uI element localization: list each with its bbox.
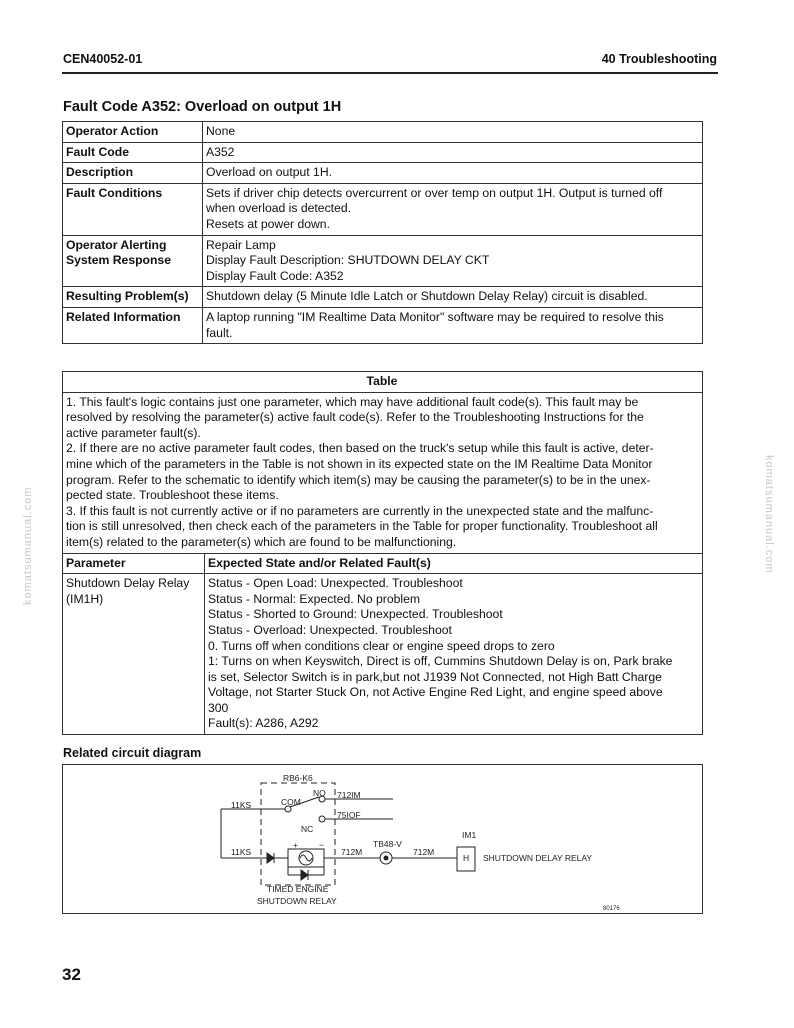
table-row [63, 235, 703, 287]
no-label: NO [313, 788, 326, 798]
wire-712im: 712IM [337, 790, 361, 800]
expected-line: Fault(s): A286, A292 [208, 716, 319, 731]
table-row [63, 142, 703, 163]
row-key: Fault Conditions [63, 183, 203, 235]
output-h-label: H [463, 853, 470, 863]
section-name: 40 Troubleshooting [601, 52, 717, 66]
relay-label: RB6-K6 [283, 773, 313, 783]
table-caption: Table [63, 372, 703, 393]
row-key: Description [63, 163, 203, 184]
parameter-line: (IM1H) [66, 591, 104, 606]
row-value-line: Overload on output 1H. [206, 165, 333, 180]
row-value [203, 307, 703, 343]
parameter-table [62, 371, 703, 735]
row-value [203, 142, 703, 163]
note-line: item(s) related to the parameter(s) which are found to be malfunctioning. [66, 534, 457, 549]
wire-712m-a: 712M [341, 847, 363, 857]
row-value-line: fault. [206, 325, 233, 340]
row-value [203, 287, 703, 308]
coil-minus: − [319, 840, 324, 850]
row-value-line: Resets at power down. [206, 216, 330, 231]
watermark-left: komatsumanual.com [22, 486, 34, 605]
fault-info-table [62, 121, 703, 344]
timed-label-1: TIMED ENGINE [267, 884, 329, 894]
row-value-line: Repair Lamp [206, 237, 276, 252]
note-line: pected state. Troubleshoot these items. [66, 488, 279, 503]
wire-11ks-top: 11KS [231, 800, 252, 810]
page-number: 32 [62, 965, 81, 984]
note-line: active parameter fault(s). [66, 425, 201, 440]
timed-label-2: SHUTDOWN RELAY [257, 896, 337, 906]
expected-line: 0. Turns off when conditions clear or engine speed drops to zero [208, 638, 555, 653]
column-header-expected: Expected State and/or Related Fault(s) [205, 553, 703, 574]
note-line: 3. If this fault is not currently active or if no parameters are currently in the unexpected state and the malfunc- [66, 503, 654, 518]
im1-label: IM1 [462, 830, 477, 840]
table-row [63, 307, 703, 343]
circuit-diagram [62, 764, 703, 914]
expected-line: 1: Turns on when Keyswitch, Direct is off, Cummins Shutdown Delay is on, Park brake [208, 654, 673, 669]
row-value-line: Display Fault Code: A352 [206, 268, 344, 283]
expected-line: Status - Overload: Unexpected. Troubleshoot [208, 622, 452, 637]
row-value [203, 122, 703, 143]
row-key: Resulting Problem(s) [63, 287, 203, 308]
header-rule [62, 72, 718, 74]
row-value [203, 183, 703, 235]
parameter-line: Shutdown Delay Relay [66, 576, 190, 591]
note-line: resolved by resolving the parameter(s) active fault code(s). Refer to the Troubleshooting Instructions for the [66, 410, 644, 425]
expected-line: Status - Open Load: Unexpected. Troubleshoot [208, 576, 463, 591]
figure-number: 80176 [603, 906, 620, 912]
nc-label: NC [301, 824, 314, 834]
note-line: mine which of the parameters in the Table is not shown in its expected state on the IM Realtime Data Monitor [66, 456, 653, 471]
row-value [203, 235, 703, 287]
row-key: Related Information [63, 307, 203, 343]
row-value-line: None [206, 124, 236, 138]
note-line: tion is still unresolved, then check each of the parameters in the Table for proper functionality. Troubleshoot all [66, 519, 658, 534]
com-label: COM [281, 797, 301, 807]
row-key: Operator Alerting System Response [63, 235, 203, 287]
row-value [203, 163, 703, 184]
note-line: 1. This fault's logic contains just one parameter, which may have additional fault code(s). This fault may be [66, 394, 639, 409]
expected-line: Status - Normal: Expected. No problem [208, 591, 421, 606]
expected-line: 300 [208, 700, 229, 715]
table-notes [63, 392, 703, 553]
note-line: program. Refer to the schematic to identify which item(s) may be causing the parameter(s) to be in the unex- [66, 472, 651, 487]
terminal-label: TB48-V [373, 839, 402, 849]
wire-11ks-bottom: 11KS [231, 847, 252, 857]
wire-712m-b: 712M [413, 847, 435, 857]
row-value-line: Sets if driver chip detects overcurrent or over temp on output 1H. Output is turned off [206, 185, 663, 200]
shutdown-relay-label: SHUTDOWN DELAY RELAY [483, 853, 593, 863]
wire-75iof: 75IOF [337, 810, 361, 820]
parameter-cell [63, 574, 205, 735]
expected-line: Status - Shorted to Ground: Unexpected. Troubleshoot [208, 607, 503, 622]
note-line: 2. If there are no active parameter fault codes, then based on the truck's setup while this fault is active, deter- [66, 441, 654, 456]
circuit-schematic [63, 765, 704, 915]
table-row [63, 163, 703, 184]
row-value-line: A laptop running "IM Realtime Data Monitor" software may be required to resolve this [206, 309, 664, 324]
table-row [63, 287, 703, 308]
doc-id: CEN40052-01 [63, 52, 143, 66]
watermark-right: komatsumanual.com [763, 455, 775, 574]
row-value-line: Shutdown delay (5 Minute Idle Latch or Shutdown Delay Relay) circuit is disabled. [206, 289, 648, 304]
row-value-line: when overload is detected. [206, 201, 351, 216]
table-row [63, 122, 703, 143]
table-row [63, 183, 703, 235]
column-header-parameter: Parameter [63, 553, 205, 574]
expected-line: is set, Selector Switch is in park,but not J1939 Not Connected, not High Batt Charge [208, 669, 662, 684]
row-value-line: A352 [206, 144, 235, 159]
fault-title: Fault Code A352: Overload on output 1H [63, 99, 342, 115]
row-value-line: Display Fault Description: SHUTDOWN DELAY CKT [206, 253, 490, 268]
diagram-title: Related circuit diagram [63, 746, 202, 760]
expected-line: Voltage, not Starter Stuck On, not Active Engine Red Light, and engine speed above [208, 685, 663, 700]
expected-cell [205, 574, 703, 735]
table-row [63, 574, 703, 735]
row-key: Operator Action [63, 122, 203, 143]
coil-plus: + [293, 840, 298, 850]
row-key: Fault Code [63, 142, 203, 163]
